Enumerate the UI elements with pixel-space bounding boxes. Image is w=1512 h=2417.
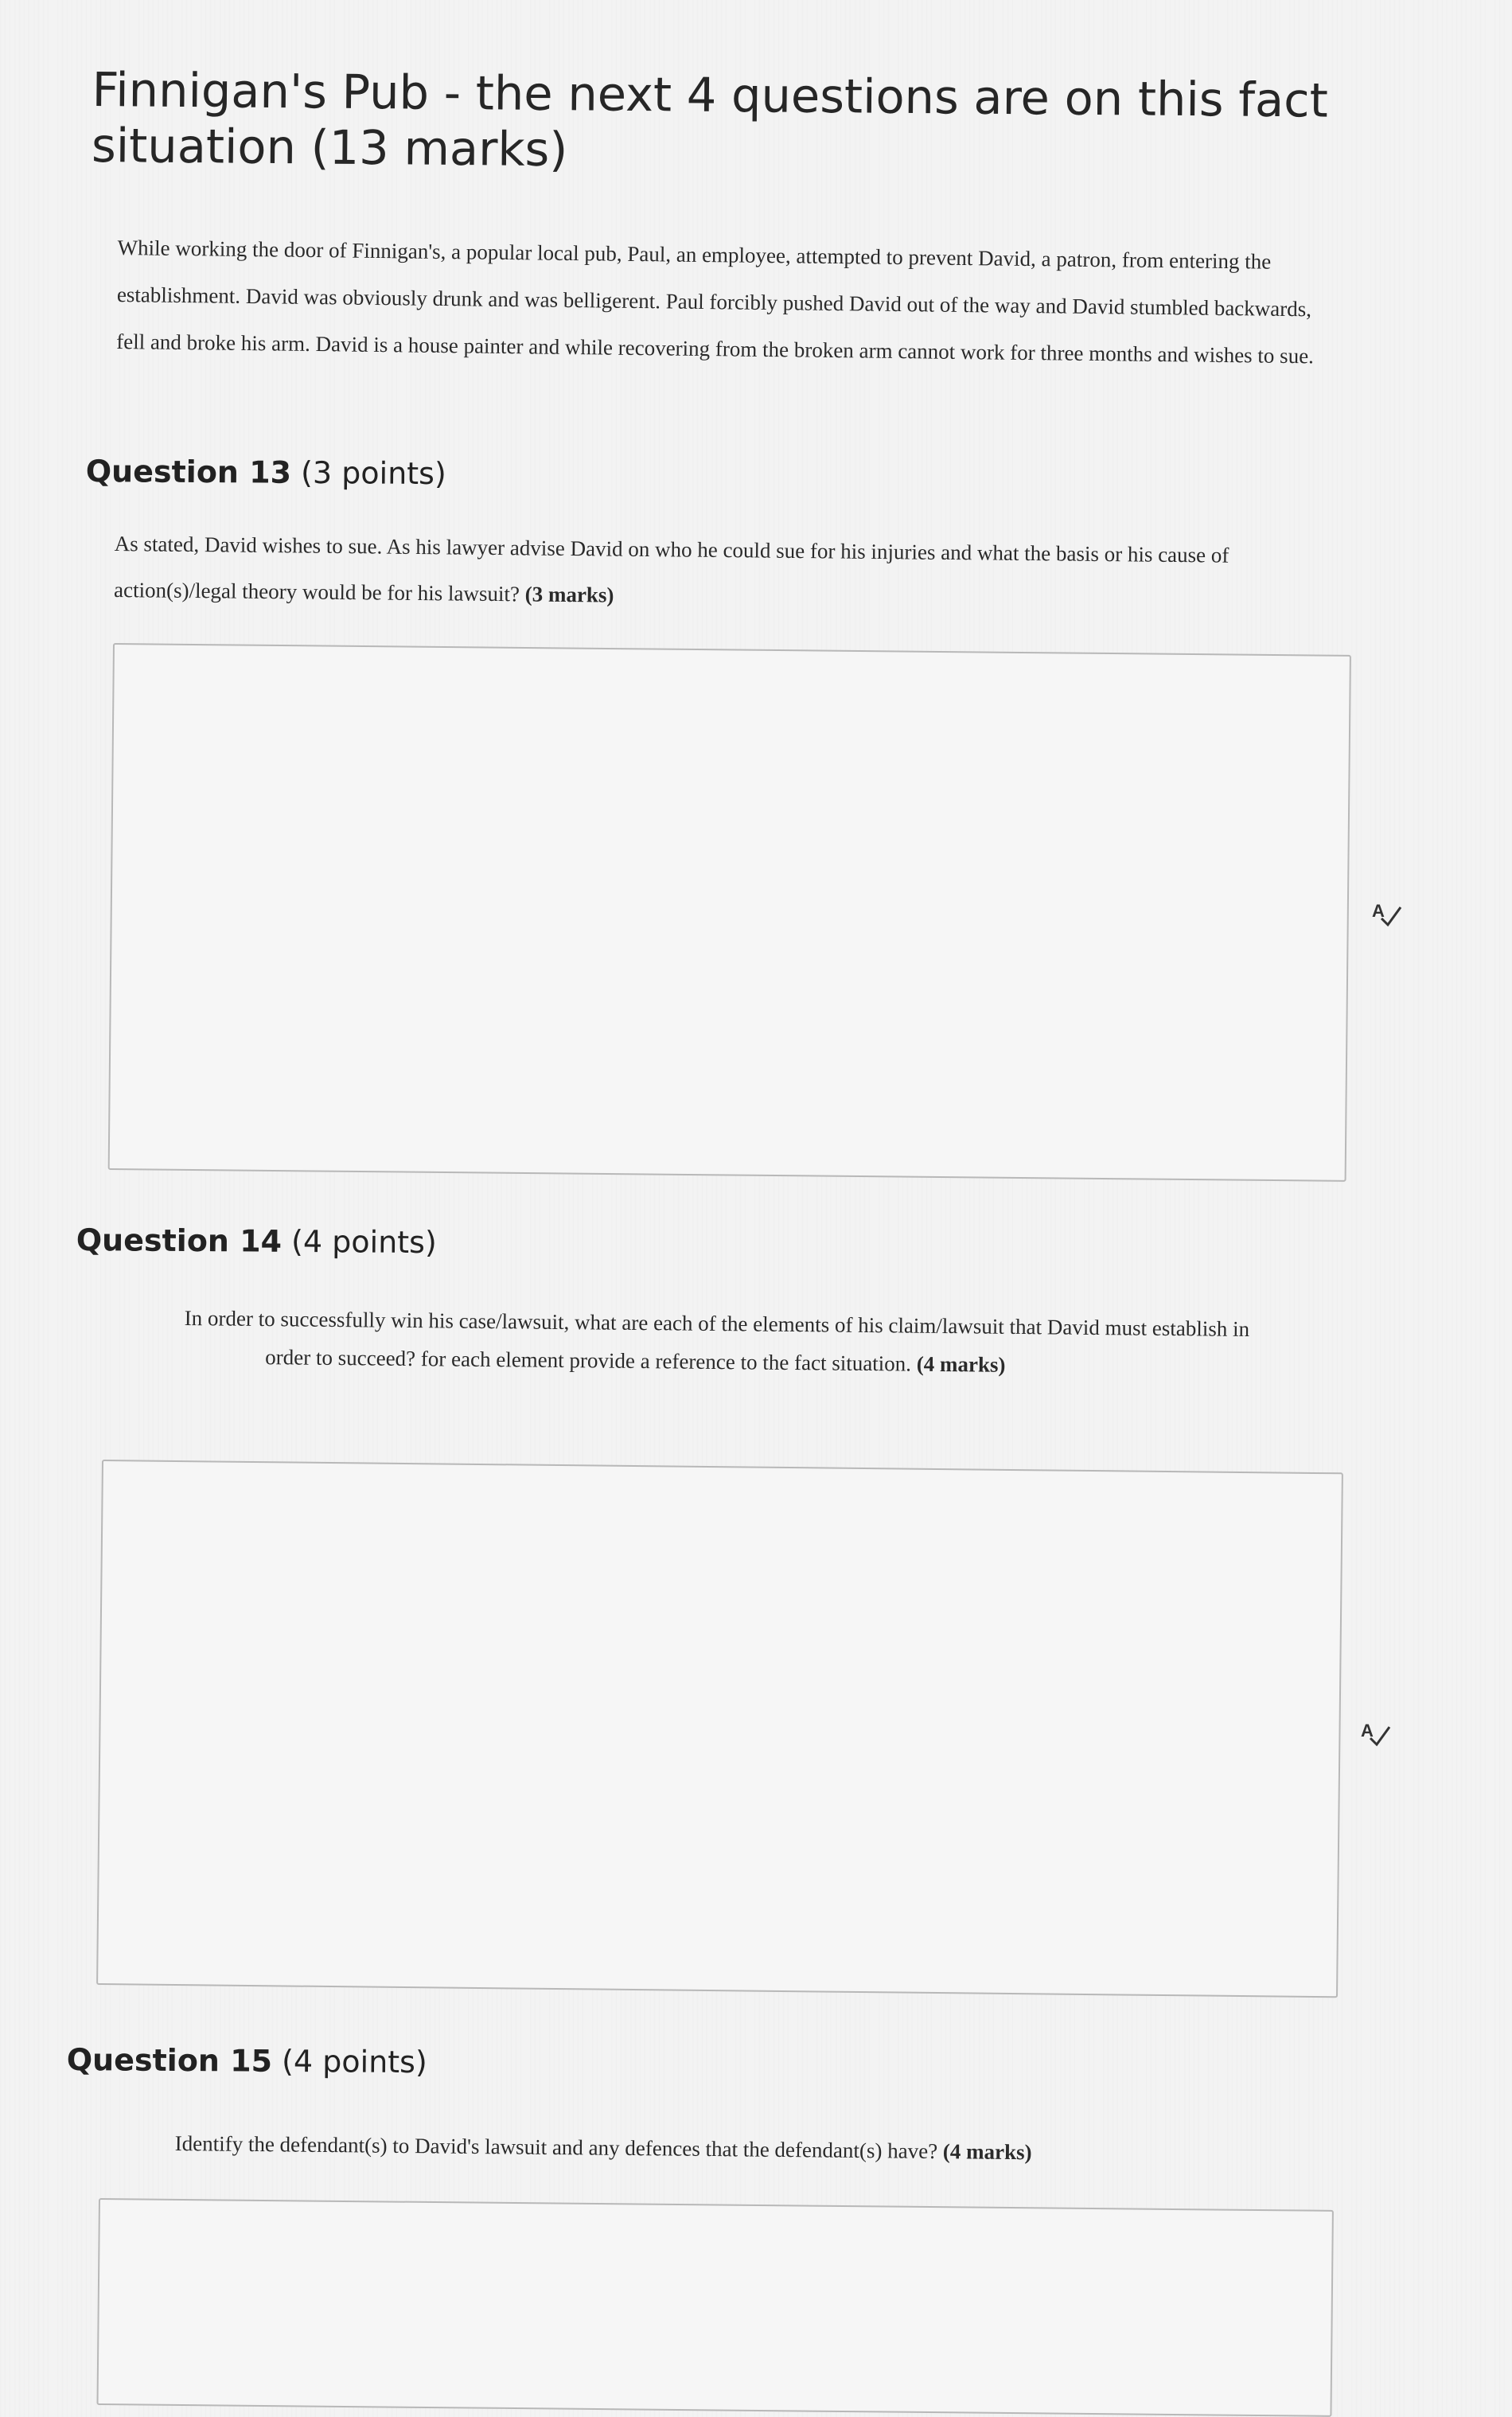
question-14-label: Question 14 — [76, 1222, 283, 1259]
question-14-marks: (4 marks) — [916, 1351, 1006, 1377]
section-title: Finnigan's Pub - the next 4 questions are on this fact situation (13 marks) — [91, 62, 1329, 177]
question-13-points: (3 points) — [300, 454, 446, 492]
question-13-text — [114, 520, 1324, 626]
question-14-heading — [76, 1222, 437, 1260]
question-13-answer-box[interactable] — [108, 643, 1351, 1182]
question-15-prompt: Identify the defendant(s) to David's lawsuit and any defences that the defendant(s) have? — [174, 2130, 938, 2164]
svg-text:A: A — [1361, 1721, 1374, 1741]
question-15-heading — [67, 2042, 427, 2080]
spellcheck-icon[interactable] — [1359, 1717, 1394, 1749]
question-15-points: (4 points) — [281, 2043, 427, 2080]
question-13-prompt: As stated, David wishes to sue. As his lawyer advise David on who he could sue for his injuries and what the basis or his cause of action(s)/legal theory would be for his lawsuit? — [113, 531, 1229, 606]
fact-situation: While working the door of Finnigan's, a popular local pub, Paul, an employee, attempted to prevent David, a patron, from entering the establishment. David was obviously drunk and was belligerent. Paul forcibly pushed David out of the way and David stumbled backwards, fell and broke his arm. David is a house painter and while recovering from the broken arm cannot work for three months and wishes to sue. — [116, 235, 1315, 368]
question-14-prompt: In order to successfully win his case/lawsuit, what are each of the elements of his claim/lawsuit that David must establish in order to succeed? for each element provide a reference to the fact situation. — [184, 1305, 1250, 1376]
question-13-marks: (3 marks) — [524, 582, 614, 607]
question-14-text — [184, 1299, 1299, 1387]
question-15-marks: (4 marks) — [942, 2139, 1032, 2165]
question-15-answer-box[interactable] — [97, 2198, 1334, 2417]
question-15-text — [174, 2120, 1353, 2178]
question-14-answer-box[interactable] — [96, 1460, 1343, 1998]
question-15-label: Question 15 — [66, 2042, 273, 2079]
question-14-points: (4 points) — [290, 1223, 437, 1261]
question-13-label: Question 13 — [85, 454, 292, 490]
svg-text:A: A — [1372, 901, 1385, 921]
spellcheck-icon[interactable] — [1370, 898, 1405, 930]
question-13-heading — [86, 454, 446, 491]
